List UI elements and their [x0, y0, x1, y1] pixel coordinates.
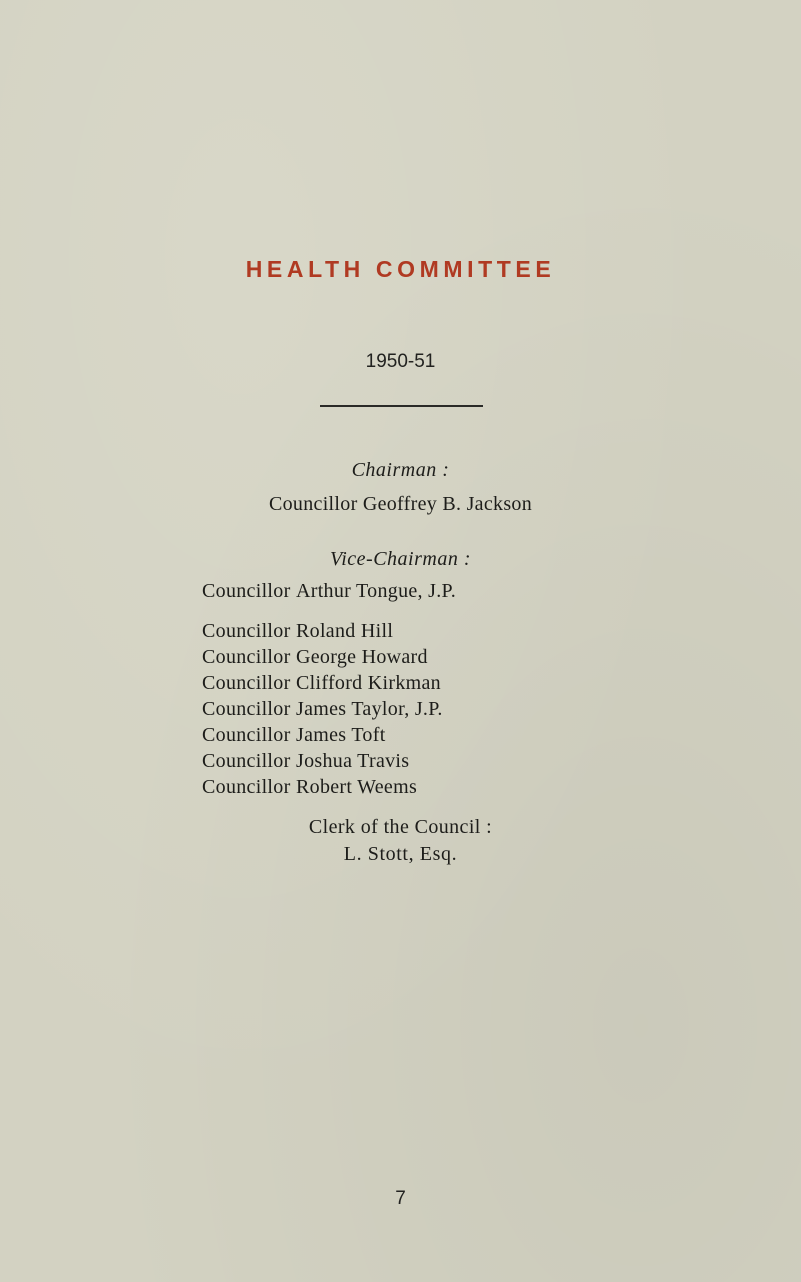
member-name: George Howard [296, 646, 428, 668]
chairman-name: Councillor Geoffrey B. Jackson [268, 493, 533, 515]
member-row [202, 620, 393, 643]
member-name: Joshua Travis [296, 750, 410, 772]
member-row [202, 776, 417, 799]
member-name: James Toft [296, 724, 386, 746]
vice-chairman-honorific: Councillor [202, 580, 291, 602]
clerk-label: Clerk of the Council : [308, 816, 493, 838]
vice-chairman-name: Arthur Tongue, J.P. [296, 580, 457, 602]
member-name: Roland Hill [296, 620, 394, 642]
divider-rule [320, 405, 483, 407]
committee-year: 1950-51 [365, 351, 436, 372]
member-name: Clifford Kirkman [296, 672, 441, 694]
clerk-name: L. Stott, Esq. [343, 843, 458, 865]
member-honorific: Councillor [202, 724, 291, 746]
member-honorific: Councillor [202, 672, 291, 694]
member-honorific: Councillor [202, 750, 291, 772]
member-row [202, 646, 428, 669]
member-honorific: Councillor [202, 776, 291, 798]
member-honorific: Councillor [202, 646, 291, 668]
member-name: James Taylor, J.P. [296, 698, 443, 720]
page-number: 7 [395, 1188, 406, 1209]
member-row [202, 698, 443, 721]
member-row [202, 750, 409, 773]
chairman-label: Chairman : [351, 459, 450, 481]
member-honorific: Councillor [202, 620, 291, 642]
document-title: HEALTH COMMITTEE [245, 256, 556, 282]
vice-chairman-row [202, 580, 456, 603]
vice-chairman-label: Vice-Chairman : [330, 548, 471, 570]
member-name: Robert Weems [296, 776, 418, 798]
member-honorific: Councillor [202, 698, 291, 720]
member-row [202, 724, 386, 747]
member-row [202, 672, 441, 695]
